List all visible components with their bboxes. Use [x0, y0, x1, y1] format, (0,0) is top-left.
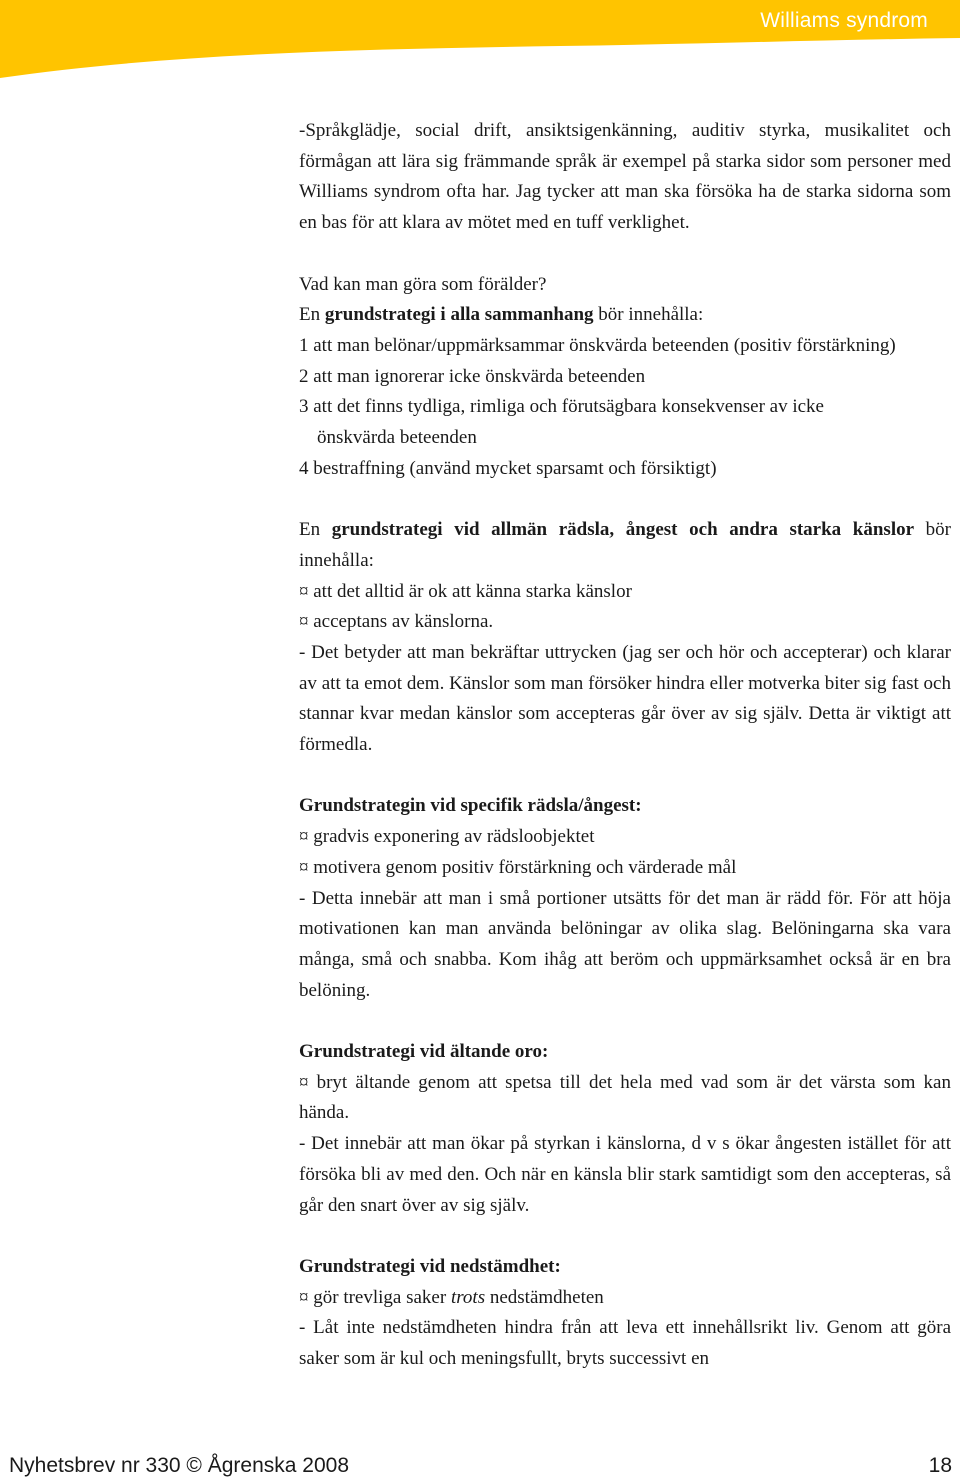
list-item: ¤ att det alltid är ok att känna starka känslor: [299, 580, 632, 602]
strategy-specific-text: - Detta innebär att man i små portioner utsätts för det man är rädd för. För att höja motivationen kan man använda belöningar av olika slag. Belöningarna ska vara många, små och snabba. Kom ihåg att beröm och uppmärksamhet också är en bra belöning.: [299, 887, 951, 1001]
intro-paragraph: -Språkglädje, social drift, ansiktsigenkänning, auditiv styrka, musikalitet och förmågan att lära sig främmande språk är exempel på starka sidor som personer med Williams syndrom ofta har. Jag tycker att man ska försöka ha de starka sidorna som en bas för att klara av mötet med en tuff verklighet.: [299, 120, 951, 234]
list-item: 4 bestraffning (använd mycket sparsamt och försiktigt): [299, 457, 717, 479]
strategy-worry-text: - Det innebär att man ökar på styrkan i känslorna, d v s ökar ångesten istället för att försöka bli av med den. Och när en känsla blir stark samtidigt som den accepteras, så går den snart över av sig själv.: [299, 1133, 951, 1216]
list-item: ¤ gör trevliga saker trots nedstämdheten: [299, 1286, 604, 1308]
strategy-fear-heading: grundstrategi vid allmän rädsla, ångest och andra starka känslor: [331, 519, 915, 541]
strategy-specific-heading: Grundstrategin vid specifik rädsla/ångest:: [299, 795, 642, 817]
strategy-fear-text: - Det betyder att man bekräftar uttrycken (jag ser och hör och accepterar) och klarar av att ta emot dem. Känslor som man försöker hindra eller motverka biter sig fast och stannar kvar medan känslor som accepteras går över av sig själv. Detta är viktigt att förmedla.: [299, 641, 951, 756]
page-number: 18: [928, 1454, 952, 1477]
list-item: ¤ bryt ältande genom att spetsa till det hela med vad som är det värsta som kan hända.: [299, 1071, 951, 1124]
strategy-general-intro: En grundstrategi i alla sammanhang bör innehålla:: [299, 304, 704, 326]
header-band: [0, 0, 960, 80]
footer-publication: Nyhetsbrev nr 330 © Ågrenska 2008: [9, 1454, 349, 1477]
question-heading: Vad kan man göra som förälder?: [299, 273, 547, 295]
list-item-continuation: önskvärda beteenden: [317, 427, 477, 449]
list-item: 3 att det finns tydliga, rimliga och förutsägbara konsekvenser av icke: [299, 396, 824, 418]
article-body: [299, 116, 951, 1375]
strategy-general-heading: grundstrategi i alla sammanhang: [324, 304, 594, 326]
strategy-fear-intro: En grundstrategi vid allmän rädsla, ångest och andra starka känslor bör innehålla:: [299, 519, 952, 571]
list-item: ¤ motivera genom positiv förstärkning och värderade mål: [299, 856, 737, 878]
strategy-worry-heading: Grundstrategi vid ältande oro:: [299, 1041, 549, 1063]
strategy-depression-text: - Låt inte nedstämdheten hindra från att leva ett innehållsrikt liv. Genom att göra saker som är kul och meningsfullt, bryts successivt en: [299, 1317, 951, 1370]
list-item: 1 att man belönar/uppmärksammar önskvärda beteenden (positiv förstärkning): [299, 334, 896, 356]
list-item: ¤ gradvis exponering av rädsloobjektet: [299, 826, 595, 848]
header-title: Williams syndrom: [760, 9, 928, 32]
list-item: 2 att man ignorerar icke önskvärda beteenden: [299, 365, 646, 387]
list-item: ¤ acceptans av känslorna.: [299, 611, 494, 633]
strategy-depression-heading: Grundstrategi vid nedstämdhet:: [299, 1255, 561, 1277]
